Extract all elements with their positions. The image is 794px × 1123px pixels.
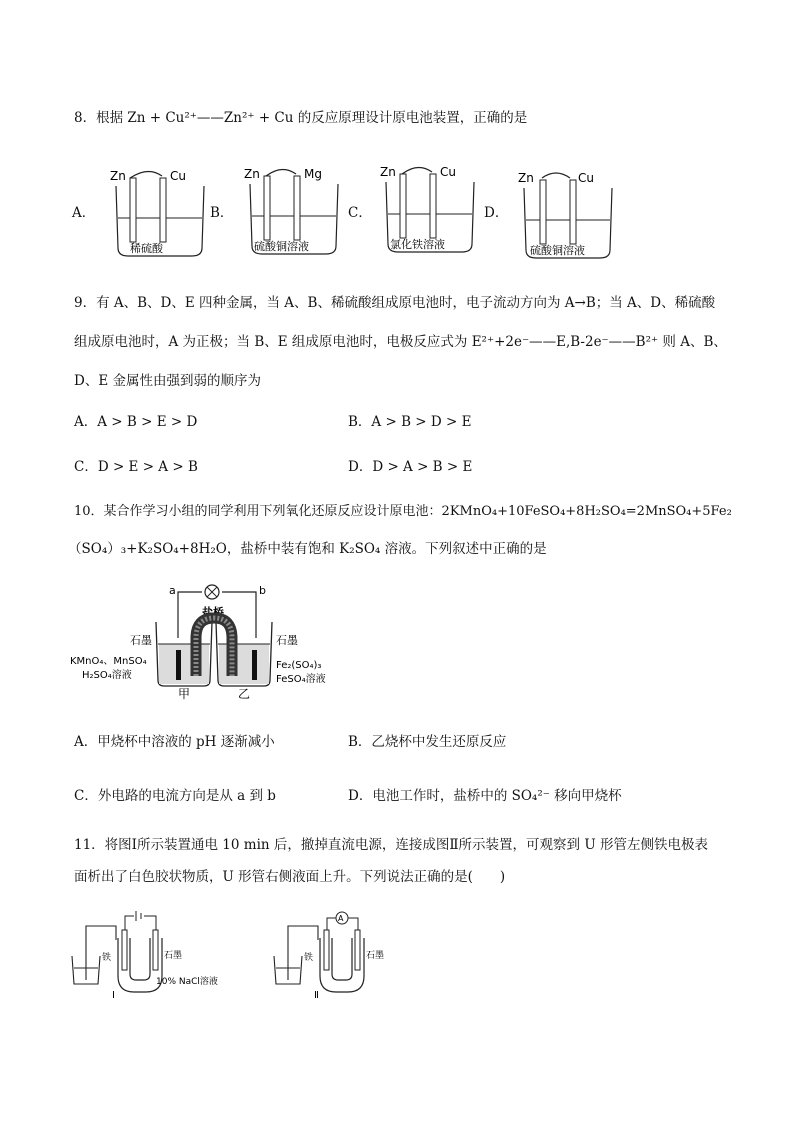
beaker-jia-label: 甲	[178, 687, 191, 700]
beaker-yi-label: 乙	[238, 687, 251, 700]
q8-beaker-b	[242, 162, 352, 260]
q8-option-c-letter: C．	[348, 205, 372, 221]
solution-label: 硫酸铜溶液	[530, 244, 585, 257]
iron-electrode-label: 铁	[102, 953, 112, 963]
q9-stem-line2: 组成原电池时，A 为正极；当 B、E 组成原电池时，电极反应式为 E²⁺+2e⁻——E,B-2e⁻——B²⁺ 则 A、B、	[74, 334, 727, 350]
electrode-right-label: Cu	[170, 169, 186, 183]
electrode-right-label: Cu	[440, 165, 456, 179]
left-solution-line2: H₂SO₄溶液	[82, 670, 132, 681]
q8-option-b-letter: B．	[210, 205, 234, 221]
q8-option-d-letter: D．	[484, 205, 509, 221]
q8-beaker-d	[516, 166, 626, 264]
right-solution-line1: Fe₂(SO₄)₃	[276, 660, 322, 671]
q8-options-figure	[70, 162, 610, 262]
figure-1-label: Ⅰ	[112, 990, 115, 1000]
q9-option-a[interactable]: A．A > B > E > D	[74, 414, 198, 430]
graphite-electrode-label: 石墨	[366, 951, 385, 961]
salt-bridge-label: 盐桥	[202, 606, 224, 619]
q11-stem-line1: 11．将图Ⅰ所示装置通电 10 min 后，撤掉直流电源，连接成图Ⅱ所示装置，可观察到 U 形管左侧铁电极表	[74, 837, 709, 853]
terminal-b-label: b	[259, 584, 266, 597]
q9-stem-line3: D、E 金属性由强到弱的顺序为	[74, 373, 261, 389]
q9-option-c[interactable]: C．D > E > A > B	[74, 459, 198, 475]
q8-option-a-letter: A．	[72, 205, 96, 221]
graphite-electrode-label: 石墨	[164, 951, 183, 961]
q9-stem-line1: 9．有 A、B、D、E 四种金属，当 A、B、稀硫酸组成原电池时，电子流动方向为 A→B；当 A、D、稀硫酸	[74, 295, 716, 311]
q9-option-d[interactable]: D．D > A > B > E	[348, 459, 473, 475]
q10-option-b[interactable]: B．乙烧杯中发生还原反应	[348, 734, 507, 750]
nacl-solution-label: 10% NaCl溶液	[156, 977, 218, 987]
q9-option-b[interactable]: B．A > B > D > E	[348, 414, 472, 430]
graphite-left-label: 石墨	[130, 634, 152, 647]
q8-beaker-c	[378, 160, 488, 258]
electrode-left-label: Zn	[244, 167, 260, 181]
electrode-right-label: Mg	[304, 167, 322, 181]
electrode-left-label: Zn	[110, 169, 126, 183]
solution-label: 氯化铁溶液	[390, 238, 445, 251]
electrode-left-label: Zn	[518, 171, 534, 185]
terminal-a-label: a	[169, 584, 176, 597]
q8-stem: 8．根据 Zn + Cu²⁺——Zn²⁺ + Cu 的反应原理设计原电池装置，正确的是	[74, 110, 528, 126]
q10-salt-bridge-cell-figure	[68, 580, 338, 700]
iron-electrode-label: 铁	[304, 953, 314, 963]
q10-stem-line1: 10．某合作学习小组的同学利用下列氧化还原反应设计原电池：2KMnO₄+10FeSO₄+8H₂SO₄=2MnSO₄+5Fe₂	[74, 504, 732, 519]
q11-figure-1	[68, 910, 248, 1000]
q10-option-d[interactable]: D．电池工作时，盐桥中的 SO₄²⁻ 移向甲烧杯	[348, 788, 622, 804]
left-solution-line1: KMnO₄、MnSO₄	[70, 656, 147, 667]
electrode-left-label: Zn	[380, 165, 396, 179]
q10-option-c[interactable]: C．外电路的电流方向是从 a 到 b	[74, 788, 276, 804]
q10-option-a[interactable]: A．甲烧杯中溶液的 pH 逐渐减小	[74, 734, 275, 750]
right-solution-line2: FeSO₄溶液	[276, 674, 326, 685]
q11-figure-2	[270, 910, 420, 1000]
solution-label: 稀硫酸	[130, 242, 163, 255]
solution-label: 硫酸铜溶液	[254, 240, 309, 253]
figure-2-label: Ⅱ	[314, 990, 319, 1000]
q10-stem-line2: （SO₄）₃+K₂SO₄+8H₂O，盐桥中装有饱和 K₂SO₄ 溶液。下列叙述中正确的是	[68, 541, 547, 557]
electrode-right-label: Cu	[578, 171, 594, 185]
q8-beaker-a	[108, 164, 218, 262]
graphite-right-label: 石墨	[276, 634, 298, 647]
q11-stem-line2: 面析出了白色胶状物质，U 形管右侧液面上升。下列说法正确的是( )	[74, 869, 506, 885]
ammeter-label: A	[338, 914, 344, 923]
